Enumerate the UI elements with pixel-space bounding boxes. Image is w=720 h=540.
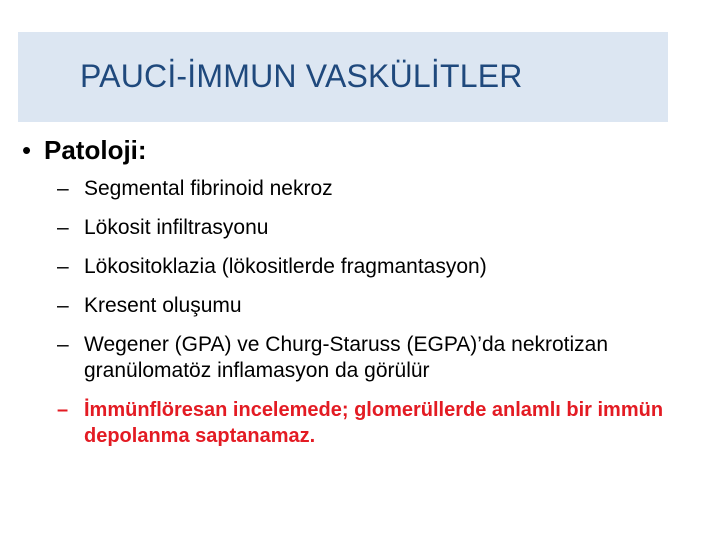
dash-marker: – bbox=[57, 177, 69, 200]
sub-bullet-list bbox=[57, 176, 707, 462]
list-item-text: Wegener (GPA) ve Churg-Staruss (EGPA)’da nekrotizan granülomatöz inflamasyon da görülür bbox=[84, 333, 609, 382]
list-item-text: Kresent oluşumu bbox=[84, 294, 242, 317]
bullet-label: Patoloji: bbox=[44, 135, 147, 165]
dash-marker: – bbox=[57, 255, 69, 278]
main-bullet bbox=[22, 135, 147, 166]
bullet-dot: • bbox=[22, 135, 32, 165]
list-item bbox=[57, 176, 707, 202]
dash-marker: – bbox=[57, 294, 69, 317]
list-item-text: Lökosit infiltrasyonu bbox=[84, 216, 269, 239]
list-item-text: Lökositoklazia (lökositlerde fragmantasyon) bbox=[84, 255, 487, 278]
list-item bbox=[57, 293, 707, 319]
title-box bbox=[18, 32, 668, 122]
dash-marker: – bbox=[57, 216, 69, 239]
list-item-highlight bbox=[57, 397, 707, 449]
list-item bbox=[57, 254, 707, 280]
list-item-text: İmmünflöresan incelemede; glomerüllerde anlamlı bir immün depolanma saptanamaz. bbox=[84, 399, 664, 447]
dash-marker: – bbox=[57, 333, 69, 356]
list-item bbox=[57, 215, 707, 241]
list-item-text: Segmental fibrinoid nekroz bbox=[84, 177, 333, 200]
list-item bbox=[57, 332, 707, 384]
slide-title: PAUCİ-İMMUN VASKÜLİTLER bbox=[80, 58, 523, 94]
dash-marker: – bbox=[57, 399, 69, 421]
